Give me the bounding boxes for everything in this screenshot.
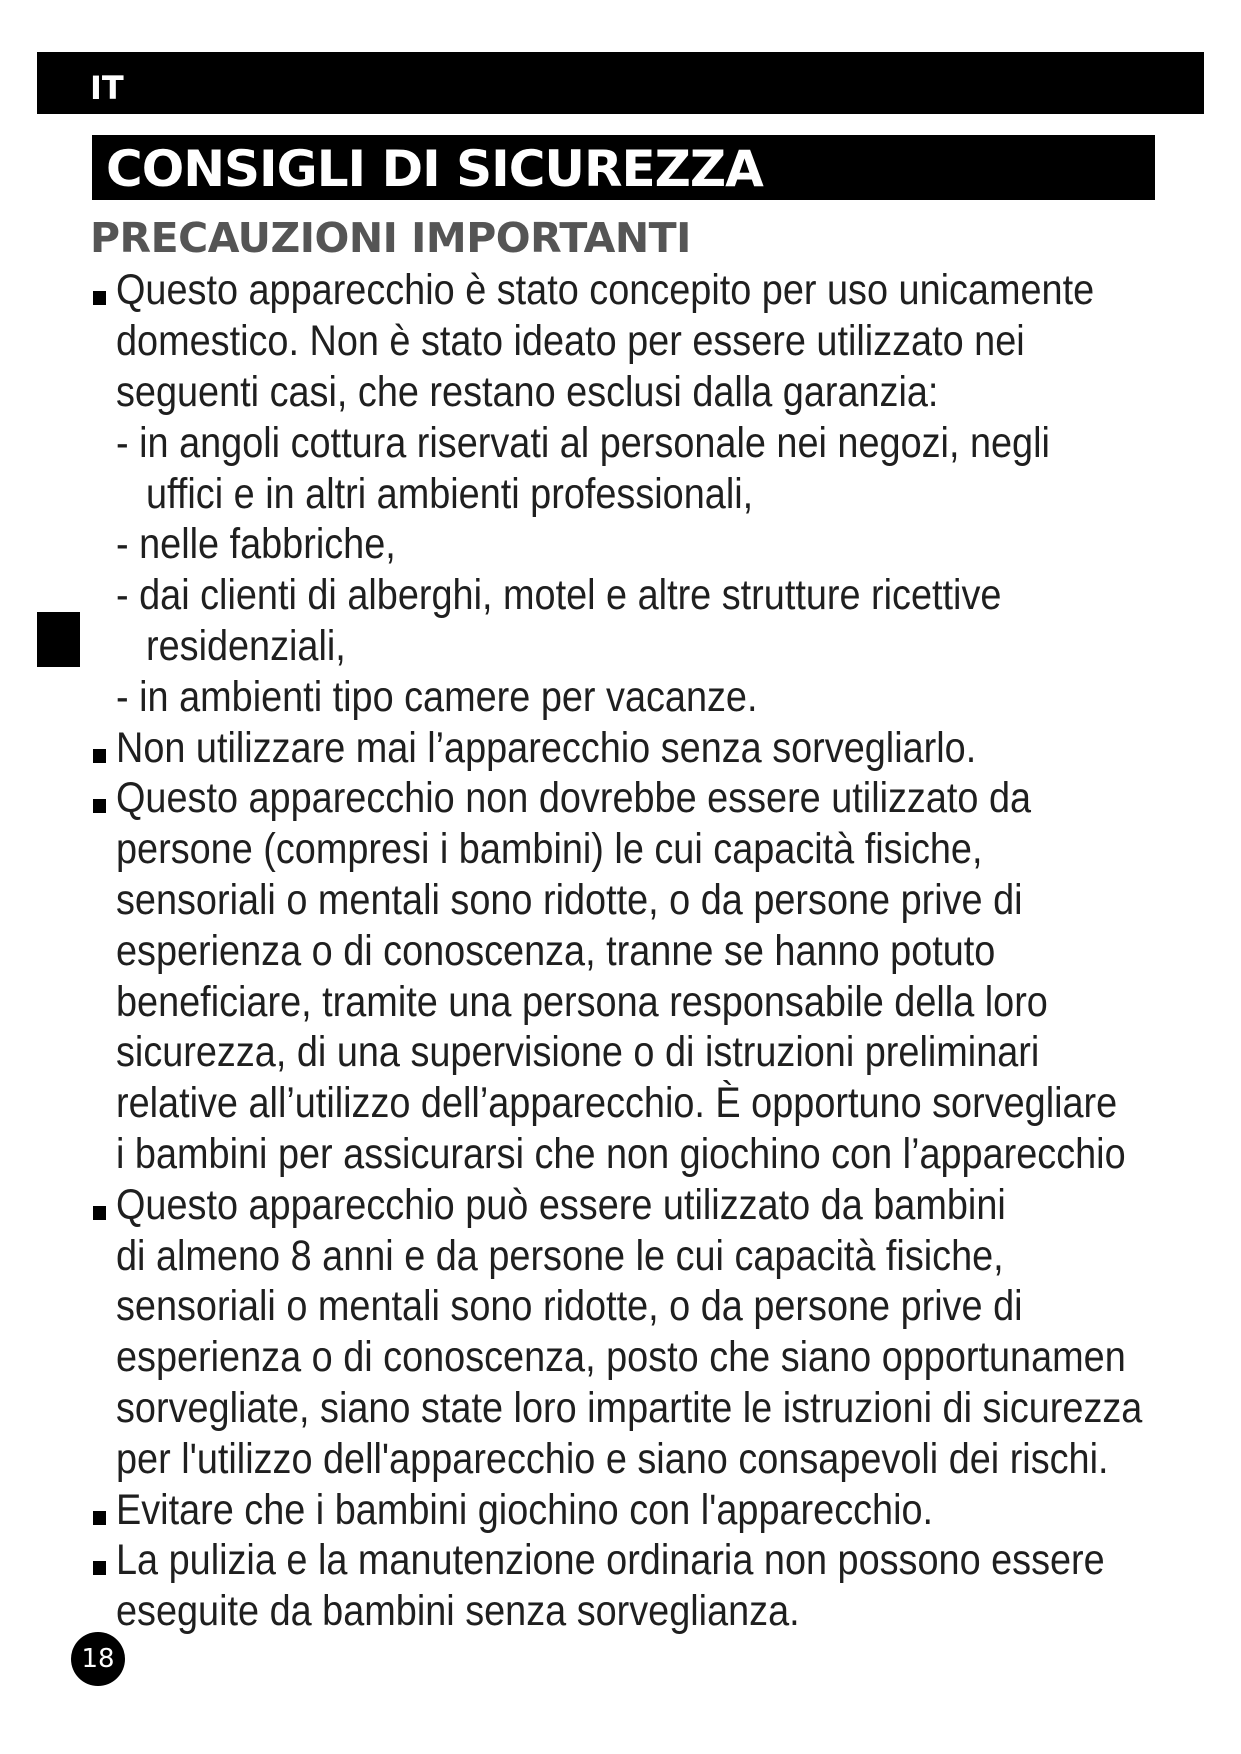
text-line: i bambini per assicurarsi che non giochino con l’apparecchio: [116, 1130, 1126, 1178]
bullet-square-icon: [93, 1511, 106, 1525]
text-line: uffici e in altri ambienti professionali,: [146, 470, 754, 518]
text-line: persone (compresi i bambini) le cui capacità fisiche,: [116, 825, 983, 873]
safety-text-body: [0, 264, 1241, 1644]
text-line: per l'utilizzo dell'apparecchio e siano consapevoli dei rischi.: [116, 1435, 1109, 1483]
bullet-square-icon: [93, 799, 106, 813]
text-line: residenziali,: [146, 622, 346, 670]
text-line: relative all’utilizzo dell’apparecchio. È opportuno sorvegliare: [116, 1079, 1118, 1127]
text-line: Questo apparecchio è stato concepito per uso unicamente: [116, 266, 1095, 314]
text-line: Questo apparecchio non dovrebbe essere utilizzato da: [116, 774, 1032, 822]
section-title: CONSIGLI DI SICUREZZA: [106, 140, 763, 198]
text-line: Non utilizzare mai l’apparecchio senza sorvegliarlo.: [116, 724, 977, 772]
text-line: sensoriali o mentali sono ridotte, o da persone prive di: [116, 876, 1023, 924]
text-line: - dai clienti di alberghi, motel e altre strutture ricettive: [116, 571, 1002, 619]
language-header-bar: [37, 52, 1204, 114]
text-line: Evitare che i bambini giochino con l'apparecchio.: [116, 1486, 934, 1534]
text-line: sicurezza, di una supervisione o di istruzioni preliminari: [116, 1028, 1040, 1076]
text-line: beneficiare, tramite una persona responsabile della loro: [116, 978, 1048, 1026]
bullet-square-icon: [93, 1206, 106, 1220]
text-line: La pulizia e la manutenzione ordinaria non possono essere: [116, 1536, 1105, 1584]
text-line: esperienza o di conoscenza, tranne se hanno potuto: [116, 927, 996, 975]
text-line: domestico. Non è stato ideato per essere utilizzato nei: [116, 317, 1025, 365]
text-line: esperienza o di conoscenza, posto che siano opportunamen: [116, 1333, 1126, 1381]
text-line: sorvegliate, siano state loro impartite le istruzioni di sicurezza: [116, 1384, 1143, 1432]
text-line: sensoriali o mentali sono ridotte, o da persone prive di: [116, 1282, 1023, 1330]
text-line: - in angoli cottura riservati al personale nei negozi, negli: [116, 419, 1050, 467]
bullet-square-icon: [93, 1561, 106, 1575]
text-line: Questo apparecchio può essere utilizzato da bambini: [116, 1181, 1006, 1229]
bullet-square-icon: [93, 749, 106, 763]
text-line: eseguite da bambini senza sorveglianza.: [116, 1587, 800, 1635]
text-line: - nelle fabbriche,: [116, 520, 396, 568]
page-number-badge: 18: [71, 1632, 125, 1686]
text-line: di almeno 8 anni e da persone le cui capacità fisiche,: [116, 1232, 1004, 1280]
section-title-bar: [92, 135, 1155, 200]
bullet-square-icon: [93, 291, 106, 305]
text-line: - in ambienti tipo camere per vacanze.: [116, 673, 758, 721]
text-line: seguenti casi, che restano esclusi dalla garanzia:: [116, 368, 939, 416]
language-code: IT: [90, 69, 124, 107]
subsection-title: PRECAUZIONI IMPORTANTI: [90, 214, 691, 262]
